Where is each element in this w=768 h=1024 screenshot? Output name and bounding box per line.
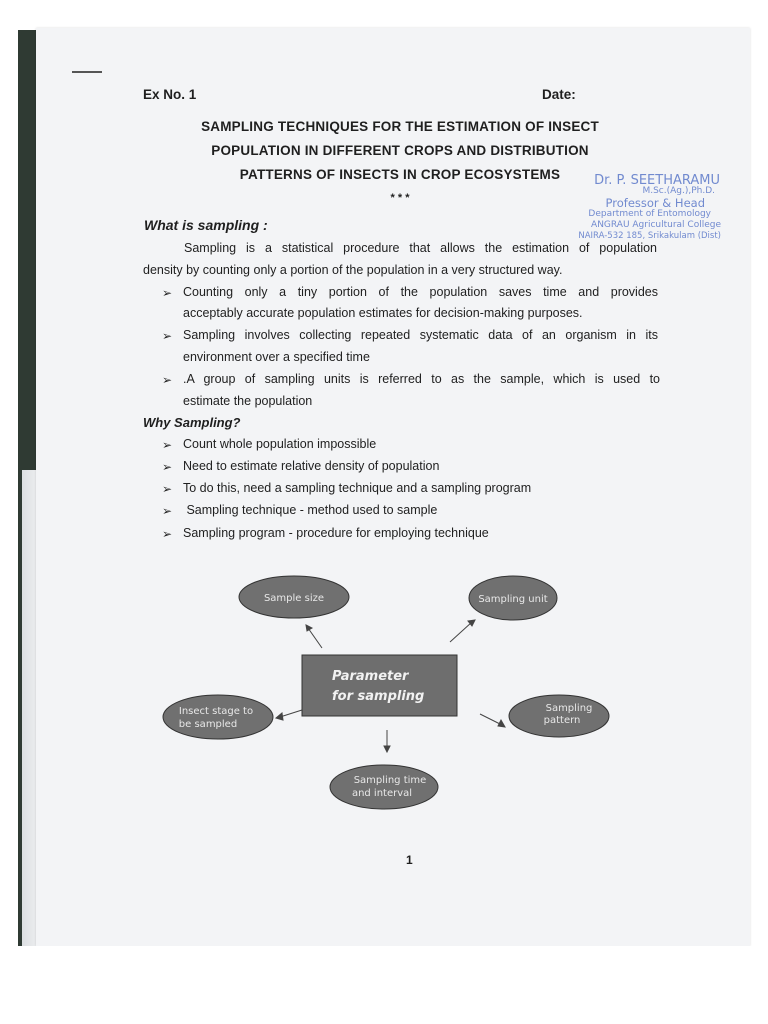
node-label: Sampling unit [478,594,548,605]
definition-line-2: density by counting only a portion of the population in a very structured way. [143,263,563,277]
date-label: Date: [542,87,576,102]
list-item: Sampling program - procedure for employing technique [183,526,489,540]
list-item: Counting only a tiny portion of the population saves time and provides [183,285,658,299]
separator-stars: * * * [390,192,410,204]
node-label-line-2: pattern [543,715,581,726]
bullet-arrow-icon: ➢ [162,460,173,474]
section-heading-what-is-sampling: What is sampling : [144,217,268,233]
stamp-name: Dr. P. SEETHARAMU [594,173,720,188]
bullet-arrow-icon: ➢ [162,373,173,387]
title-line-1: SAMPLING TECHNIQUES FOR THE ESTIMATION OF INSECT [201,119,599,134]
bullet-arrow-icon: ➢ [162,482,173,496]
bullet-arrow-icon: ➢ [162,329,173,343]
center-box-line-2: for sampling [332,689,425,704]
title-line-2: POPULATION IN DIFFERENT CROPS AND DISTRIBUTION [211,143,589,158]
stamp-degree: M.Sc.(Ag.),Ph.D. [642,186,715,196]
node-sampling-pattern [509,695,609,737]
node-sample-size [239,576,349,618]
list-item-continuation: estimate the population [183,394,313,408]
list-item: Count whole population impossible [183,437,377,451]
node-label-line-1: Sampling time [353,775,427,786]
list-item: Sampling technique - method used to sample [183,503,438,517]
node-sampling-unit [469,576,557,620]
exercise-number: Ex No. 1 [143,87,197,102]
bullet-arrow-icon: ➢ [162,504,173,518]
node-label-line-1: Insect stage to [178,706,254,717]
node-sampling-time [330,765,438,809]
page-number: 1 [406,853,413,867]
center-box-parameter-for-sampling [302,655,457,716]
pencil-mark [72,71,102,73]
section-heading-why-sampling: Why Sampling? [143,415,241,430]
bottom-margin [0,946,768,1024]
list-item: Need to estimate relative density of population [183,459,440,473]
list-item-continuation: environment over a specified time [183,350,370,364]
title-line-3: PATTERNS OF INSECTS IN CROP ECOSYSTEMS [239,167,561,182]
list-item: To do this, need a sampling technique and a sampling program [183,481,532,495]
node-label-line-1: Sampling [545,703,593,714]
bullet-arrow-icon: ➢ [162,438,173,452]
center-box-line-1: Parameter [332,669,409,684]
list-item: Sampling involves collecting repeated systematic data of an organism in its [183,328,658,342]
sampling-parameters-diagram [150,570,630,820]
stamp-college: ANGRAU Agricultural College [591,220,721,230]
list-item: .A group of sampling units is referred to as the sample, which is used to [183,372,660,386]
node-label-line-2: be sampled [178,719,238,730]
bullet-arrow-icon: ➢ [162,286,173,300]
list-item-continuation: acceptably accurate population estimates for decision-making purposes. [183,306,583,320]
bullet-arrow-icon: ➢ [162,527,173,541]
definition-line-1: Sampling is a statistical procedure that allows the estimation of population [184,241,657,255]
stamp-address: NAIRA-532 185, Srikakulam (Dist) [578,231,721,241]
node-label: Sample size [263,593,325,604]
node-label-line-2: and interval [351,788,413,799]
stamp-role: Professor & Head [605,196,705,210]
stamp-department: Department of Entomology [588,209,711,219]
node-insect-stage [163,695,273,739]
